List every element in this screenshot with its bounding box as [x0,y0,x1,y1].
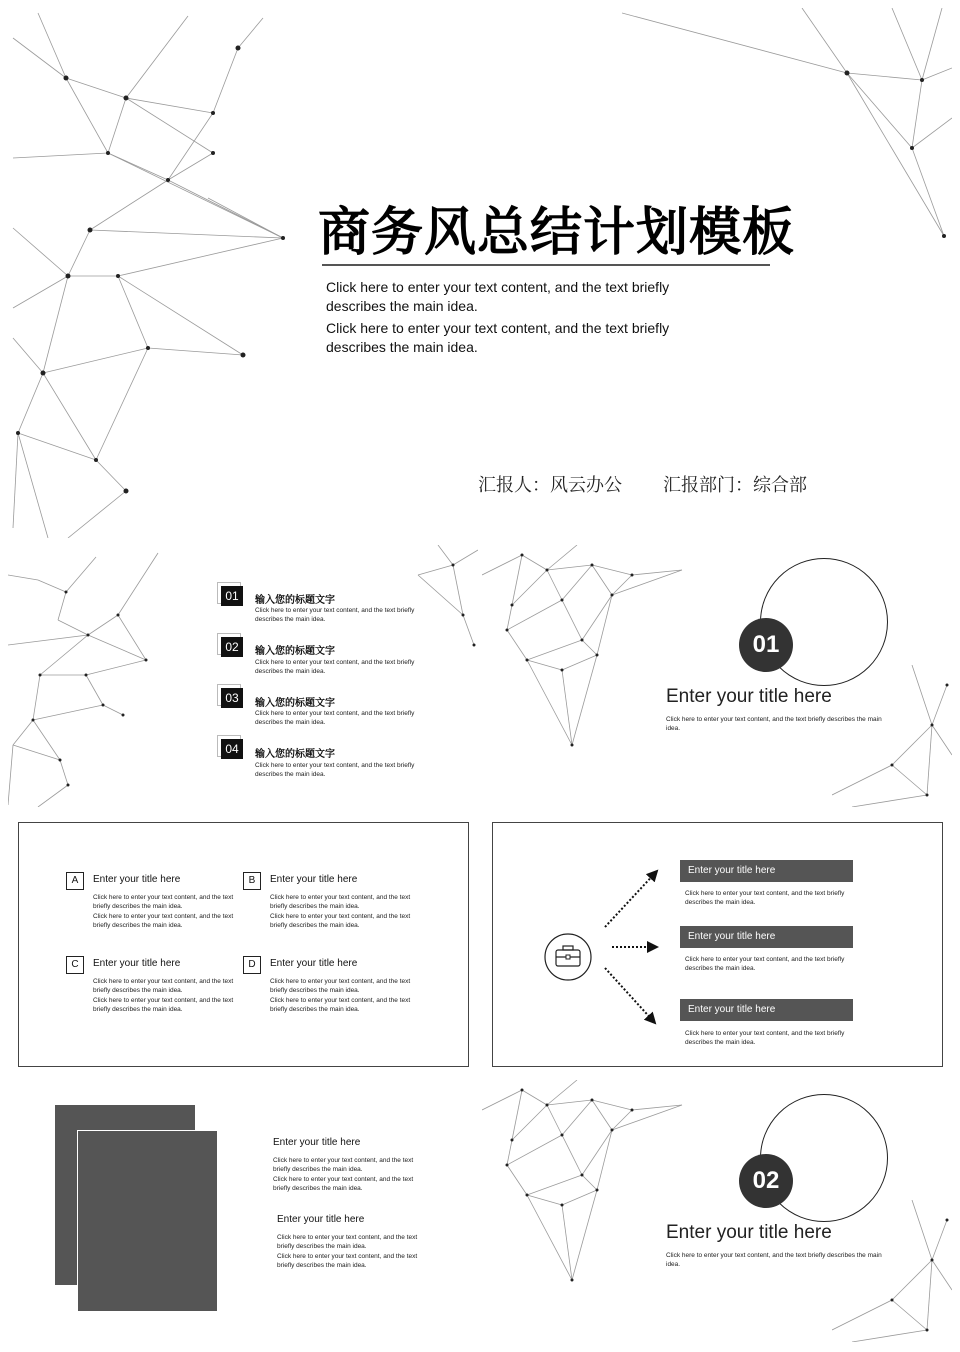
abcd-desc-c-1: Click here to enter your text content, and the text briefly describes the main idea. [93,978,234,994]
section-desc-2: Click here to enter your text content, and the text briefly describes the main idea. [666,1252,882,1268]
abcd-desc-a-2: Click here to enter your text content, and the text briefly describes the main idea. [93,913,234,929]
cover-slide [8,8,952,538]
branch-desc-1: Click here to enter your text content, and the text briefly describes the main idea. [685,890,845,906]
image-text-desc-2b: Click here to enter your text content, and the text briefly describes the main idea. [277,1253,418,1269]
abcd-title-d[interactable]: Enter your title here [270,958,358,969]
section-title-1: Enter your title here [666,686,832,707]
image-text-desc-1a: Click here to enter your text content, and the text briefly describes the main idea. [273,1157,414,1173]
letter-b: B [243,872,261,890]
abcd-slide [18,822,469,1067]
network-decoration-s1-corner [832,665,952,807]
network-decoration-s1 [482,545,692,755]
letter-d: D [243,956,261,974]
image-text-desc-2a: Click here to enter your text content, and the text briefly describes the main idea. [277,1234,418,1250]
arrows-dotted [600,865,665,1030]
toc-desc-3: Click here to enter your text content, and the text briefly describes the main idea. [255,710,415,726]
reporter-label: 汇报人：风云办公 [478,475,622,496]
section-number-2: 02 [739,1154,793,1208]
branch-bar-3[interactable]: Enter your title here [680,999,853,1021]
section-number-1: 01 [739,618,793,672]
section-1-slide [482,545,952,807]
network-decoration-toc-right [408,545,478,655]
branch-desc-3: Click here to enter your text content, and the text briefly describes the main idea. [685,1030,845,1046]
toc-num-4: 04 [221,739,243,759]
toc-desc-4: Click here to enter your text content, and the text briefly describes the main idea. [255,762,415,778]
toc-title-1[interactable]: 输入您的标题文字 [255,595,335,606]
abcd-desc-b-1: Click here to enter your text content, and the text briefly describes the main idea. [270,894,411,910]
image-text-title-1[interactable]: Enter your title here [273,1137,361,1148]
image-text-desc-1b: Click here to enter your text content, and the text briefly describes the main idea. [273,1176,414,1192]
abcd-desc-a-1: Click here to enter your text content, and the text briefly describes the main idea. [93,894,234,910]
toc-desc-2: Click here to enter your text content, and the text briefly describes the main idea. [255,659,415,675]
branch-bar-2[interactable]: Enter your title here [680,926,853,948]
toc-num-1: 01 [221,586,243,606]
abcd-title-a[interactable]: Enter your title here [93,874,181,885]
branch-desc-2: Click here to enter your text content, and the text briefly describes the main idea. [685,956,845,972]
image-placeholder-front [78,1131,217,1311]
abcd-desc-d-2: Click here to enter your text content, and the text briefly describes the main idea. [270,997,411,1013]
network-decoration-left [8,8,308,538]
abcd-desc-d-1: Click here to enter your text content, and the text briefly describes the main idea. [270,978,411,994]
cover-paragraph-2: Click here to enter your text content, and the text briefly describes the main idea. [326,320,670,355]
cover-title: 商务风总结计划模板 [318,203,796,263]
abcd-desc-b-2: Click here to enter your text content, and the text briefly describes the main idea. [270,913,411,929]
image-text-title-2[interactable]: Enter your title here [277,1214,365,1225]
toc-title-3[interactable]: 输入您的标题文字 [255,698,335,709]
network-decoration-s2-corner [832,1200,952,1342]
network-decoration-toc-left [8,545,188,807]
branch-bar-1[interactable]: Enter your title here [680,860,853,882]
abcd-title-b[interactable]: Enter your title here [270,874,358,885]
department-label: 汇报部门：综合部 [663,475,807,496]
title-underline [322,264,770,266]
toc-desc-1: Click here to enter your text content, and the text briefly describes the main idea. [255,607,415,623]
cover-paragraph-1: Click here to enter your text content, and the text briefly describes the main idea. [326,279,670,314]
section-title-2: Enter your title here [666,1222,832,1243]
letter-a: A [66,872,84,890]
toc-num-2: 02 [221,637,243,657]
section-desc-1: Click here to enter your text content, and the text briefly describes the main idea. [666,716,882,732]
abcd-title-c[interactable]: Enter your title here [93,958,181,969]
briefcase-icon [543,932,593,982]
toc-title-2[interactable]: 输入您的标题文字 [255,646,335,657]
toc-title-4[interactable]: 输入您的标题文字 [255,749,335,760]
letter-c: C [66,956,84,974]
abcd-desc-c-2: Click here to enter your text content, and the text briefly describes the main idea. [93,997,234,1013]
network-decoration-s2 [482,1080,692,1290]
section-2-slide [482,1080,952,1342]
toc-num-3: 03 [221,688,243,708]
